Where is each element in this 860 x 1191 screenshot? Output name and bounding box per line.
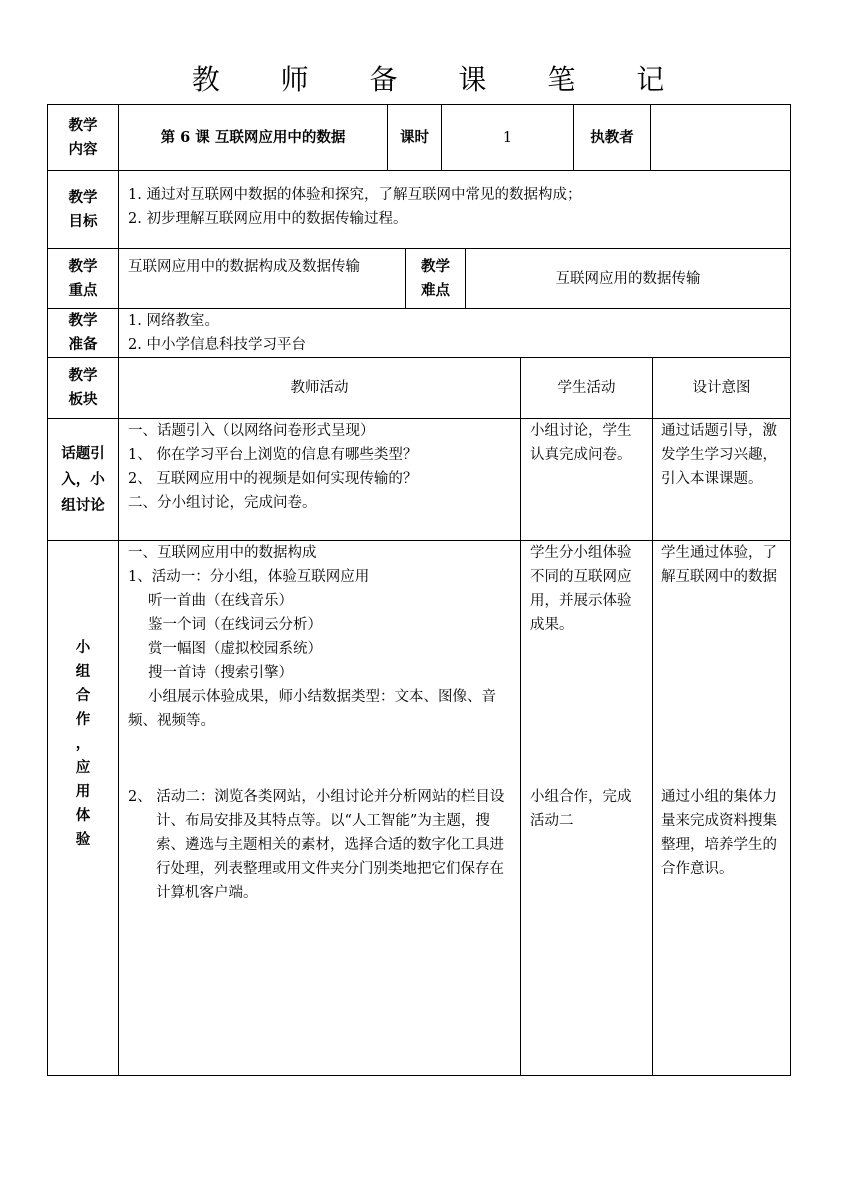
hours-label: 课时	[400, 128, 429, 146]
preparation-list	[119, 309, 789, 357]
header-design: 设计意图	[692, 380, 751, 396]
cooperation-design-intent-2: 通过小组的集体力量来完成资料搜集整理，培养学生的合作意识。	[661, 789, 777, 877]
label-goals: 教学 目标	[68, 188, 98, 230]
executor-value	[651, 105, 790, 170]
activity-line: 赏一幅图（虚拟校园系统）	[148, 641, 322, 657]
goal-item: 1. 通过对互联网中数据的体验和探究，了解互联网中常见的数据构成；	[128, 187, 582, 203]
activity-line: 二、分小组讨论，完成问卷。	[128, 495, 317, 511]
cooperation-student-activity-1: 学生分小组体验不同的互联网应用，并展示体验成果。	[530, 545, 632, 633]
lesson-title: 第 6 课 互联网应用中的数据	[160, 128, 346, 146]
hours-value: 1	[502, 129, 513, 146]
cooperation-student-activity-2: 小组合作，完成活动二	[530, 789, 632, 829]
topic-student-activity: 小组讨论，学生认真完成问卷。	[530, 423, 632, 463]
activity-line: 听一首曲（在线音乐）	[148, 593, 293, 609]
activity-two	[119, 785, 520, 905]
difficulty-text: 互联网应用的数据传输	[555, 270, 701, 287]
activity-line: 2、 互联网应用中的视频是如何实现传输的？	[128, 471, 418, 487]
preparation-item: 2. 中小学信息科技学习平台	[128, 337, 306, 353]
activity-line: 小组展示体验成果，师小结数据类型：文本、图像、音频、视频等。	[128, 689, 496, 729]
cooperation-design-intent-1: 学生通过体验，了解互联网中的数据	[661, 545, 777, 585]
activity-line: 2、 活动二：浏览各类网站，小组讨论并分析网站的栏目设计、布局安排及其特点等。以“人工智能”为主题，搜索、遴选与主题相关的素材，选择合适的数字化工具进行处理，列表整理或用文件夹分门别类地把它们保存在计算机客户端。	[128, 789, 505, 901]
topic-design-intent: 通过话题引导，激发学生学习兴趣，引入本课课题。	[661, 423, 777, 487]
activity-line: 1、活动一：分小组，体验互联网应用	[128, 569, 370, 585]
focus-text: 互联网应用中的数据构成及数据传输	[128, 259, 360, 275]
label-difficulty: 教学 难点	[421, 257, 450, 299]
label-content: 教学 内容	[68, 116, 98, 158]
topic-teacher-activity	[119, 419, 520, 515]
label-focus: 教学 重点	[68, 257, 98, 299]
activity-line: 鉴一个词（在线词云分析）	[148, 617, 322, 633]
activity-line: 一、互联网应用中的数据构成	[128, 545, 317, 561]
page-title: 教 师 备 课 笔 记	[191, 63, 691, 96]
cooperation-teacher-activity	[119, 541, 520, 733]
activity-line: 搜一首诗（搜索引擎）	[148, 665, 293, 681]
label-topic-intro: 话题引 入，小 组讨论	[61, 444, 105, 514]
header-teacher: 教师活动	[290, 380, 349, 396]
label-preparation: 教学 准备	[68, 312, 98, 353]
activity-line: 一、话题引入（以网络问卷形式呈现）	[128, 423, 375, 439]
goal-item: 2. 初步理解互联网应用中的数据传输过程。	[128, 211, 408, 227]
label-section: 教学 板块	[68, 367, 98, 408]
label-group-cooperation: 小 组 合 作 ， 应 用 体 验	[75, 639, 91, 848]
goals-list	[119, 183, 789, 231]
preparation-item: 1. 网络教室。	[128, 313, 219, 329]
header-student: 学生活动	[557, 380, 616, 396]
executor-label: 执教者	[590, 128, 634, 146]
activity-line: 1、 你在学习平台上浏览的信息有哪些类型？	[128, 447, 418, 463]
